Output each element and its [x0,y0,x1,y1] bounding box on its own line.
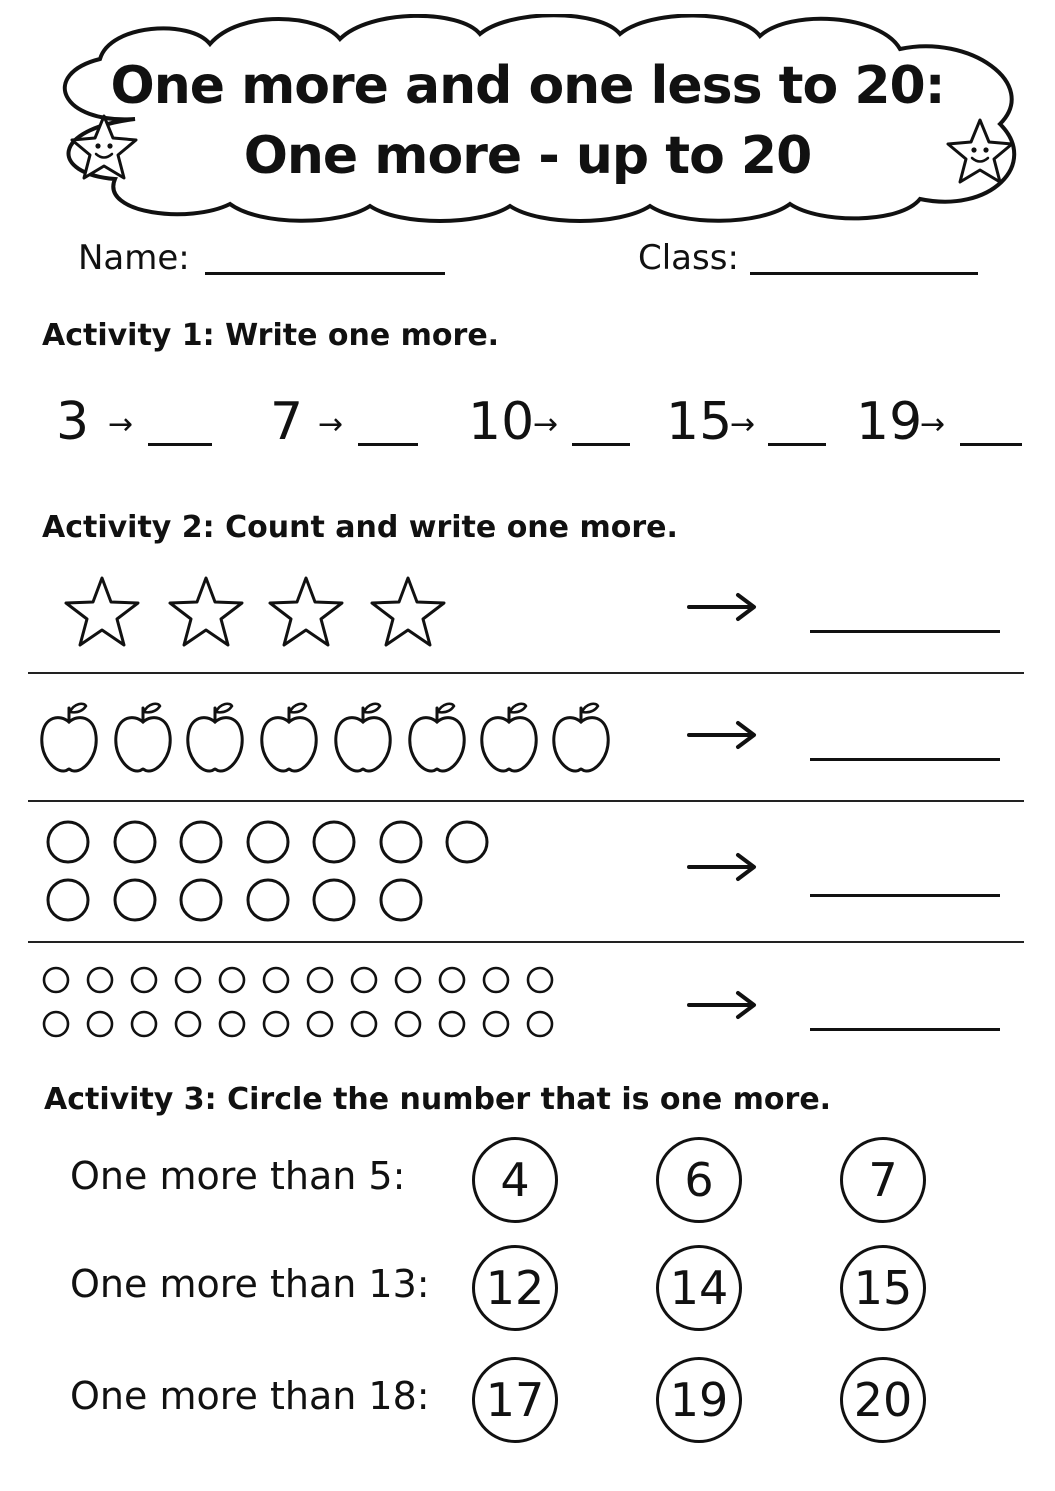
apple-icon [410,704,464,771]
question-label: One more than 13: [70,1262,430,1306]
circle-icon [440,1012,464,1036]
right-arrow-icon [686,720,758,750]
activity-1-answer-line[interactable] [768,443,826,446]
circle-group-medium [46,820,496,930]
star-icon [270,578,342,645]
title-cloud [40,14,1035,224]
circle-icon [528,968,552,992]
circle-icon [181,822,221,862]
worksheet-title: One more and one less to 20: [110,56,945,116]
right-arrow-icon [686,592,758,622]
apple-icon [482,704,536,771]
circle-group-small [42,966,562,1044]
activity-2-answer-line[interactable] [810,758,1000,761]
arrow-icon: → [920,407,946,442]
circle-icon [308,1012,332,1036]
activity-2-answer-line[interactable] [810,1028,1000,1031]
circle-icon [44,968,68,992]
circle-icon [176,968,200,992]
activity-1-number: 19 [856,392,923,452]
right-arrow-icon [686,990,758,1020]
class-label: Class: [638,238,739,278]
circle-icon [528,1012,552,1036]
arrow-icon: → [108,407,134,442]
circle-icon [220,1012,244,1036]
circle-icon [264,968,288,992]
activity-2-title: Activity 2: Count and write one more. [42,510,678,545]
class-answer-line[interactable] [750,272,978,275]
answer-choice[interactable]: 4 [472,1137,558,1223]
answer-choice[interactable]: 19 [656,1357,742,1443]
circle-icon [381,880,421,920]
circle-icon [314,822,354,862]
apple-icon [262,704,316,771]
circle-icon [176,1012,200,1036]
arrow-icon: → [318,407,344,442]
activity-2-answer-line[interactable] [810,894,1000,897]
circle-icon [48,822,88,862]
arrow-icon: → [533,407,559,442]
circle-icon [132,1012,156,1036]
activity-1-number: 3 [56,392,90,452]
circle-icon [88,968,112,992]
activity-1-title: Activity 1: Write one more. [42,318,500,353]
worksheet-subtitle: One more - up to 20 [243,126,812,186]
answer-choice[interactable]: 6 [656,1137,742,1223]
circle-icon [484,968,508,992]
circle-icon [440,968,464,992]
answer-choice[interactable]: 17 [472,1357,558,1443]
activity-1-number: 10 [468,392,535,452]
name-answer-line[interactable] [205,272,445,275]
star-icon [66,578,138,645]
question-label: One more than 5: [70,1154,406,1198]
question-label: One more than 18: [70,1374,430,1418]
circle-icon [248,880,288,920]
row-divider [28,941,1024,943]
activity-1-answer-line[interactable] [572,443,630,446]
activity-1-number: 15 [666,392,733,452]
apple-icon [188,704,242,771]
circle-icon [264,1012,288,1036]
circle-icon [220,968,244,992]
circle-icon [484,1012,508,1036]
apple-icon [554,704,608,771]
circle-icon [396,1012,420,1036]
apple-icon [116,704,170,771]
circle-icon [352,1012,376,1036]
circle-icon [447,822,487,862]
activity-1-answer-line[interactable] [960,443,1022,446]
circle-icon [115,880,155,920]
answer-choice[interactable]: 15 [840,1245,926,1331]
circle-icon [88,1012,112,1036]
circle-icon [44,1012,68,1036]
arrow-icon: → [730,407,756,442]
circle-icon [132,968,156,992]
right-arrow-icon [686,852,758,882]
activity-1-answer-line[interactable] [358,443,418,446]
star-icon [170,578,242,645]
apple-row [38,700,618,780]
circle-icon [381,822,421,862]
circle-icon [352,968,376,992]
answer-choice[interactable]: 20 [840,1357,926,1443]
circle-icon [314,880,354,920]
answer-choice[interactable]: 12 [472,1245,558,1331]
circle-icon [181,880,221,920]
star-icon [372,578,444,645]
star-row [60,572,460,656]
circle-icon [308,968,332,992]
circle-icon [115,822,155,862]
answer-choice[interactable]: 14 [656,1245,742,1331]
activity-1-answer-line[interactable] [148,443,212,446]
answer-choice[interactable]: 7 [840,1137,926,1223]
activity-2-answer-line[interactable] [810,630,1000,633]
circle-icon [396,968,420,992]
activity-1-number: 7 [270,392,304,452]
row-divider [28,800,1024,802]
circle-icon [248,822,288,862]
circle-icon [48,880,88,920]
activity-3-title: Activity 3: Circle the number that is one more. [44,1082,832,1117]
name-label: Name: [78,238,190,278]
apple-icon [336,704,390,771]
row-divider [28,672,1024,674]
apple-icon [42,704,96,771]
